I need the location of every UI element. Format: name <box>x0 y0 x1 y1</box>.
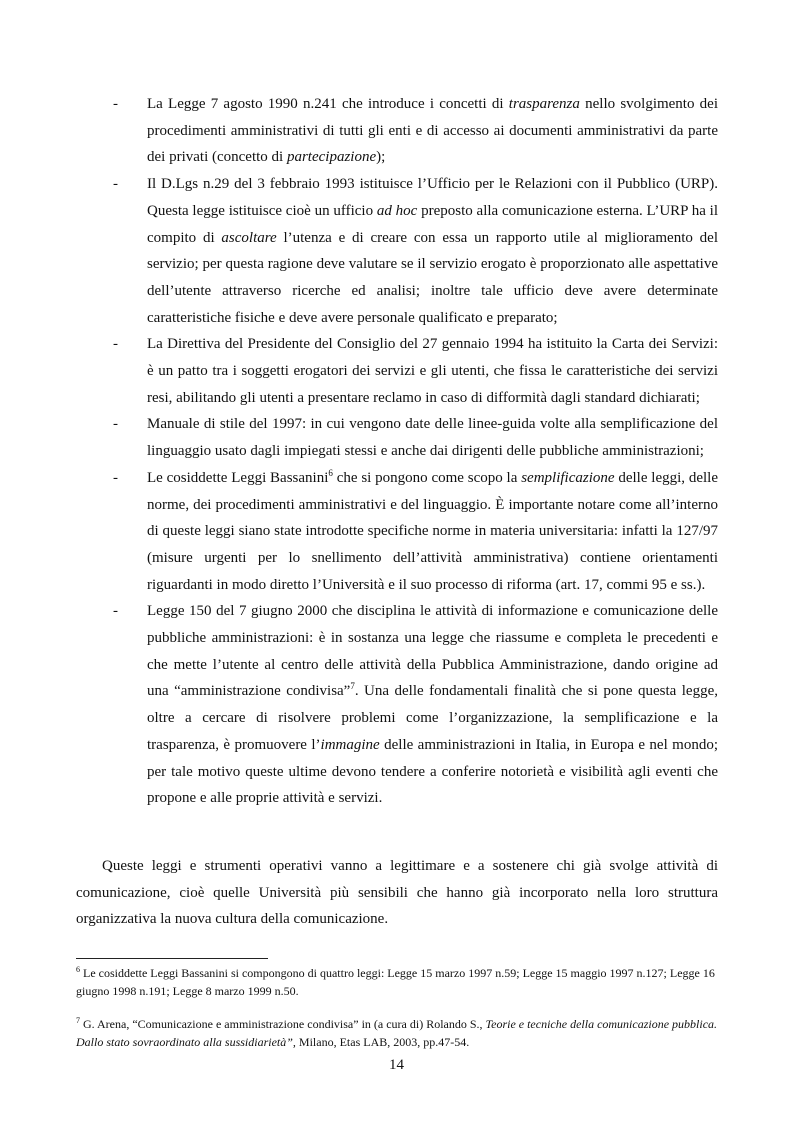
list-item-text <box>147 171 718 331</box>
italic-text: semplificazione <box>521 469 615 486</box>
text-run: l’utenza e di creare con essa un rapporto utile al miglioramento del servizio; per questa ragione deve valutare se il servizio erogato è proporzionato alle aspettative dell’utente attraverso ricerche ed analisi; inoltre tale ufficio deve avere determinate caratteristiche fisiche e deve avere personale qualificato e preparato; <box>147 229 718 326</box>
text-run: delle amministrazioni in Italia, in Europa e nel mondo; per tale motivo queste ultime devono tendere a conferire notorietà e visibilità agli eventi che propone e alle proprie attività e servizi. <box>147 736 718 807</box>
text-run: preposto alla comunicazione esterna. L’URP ha il compito di <box>147 202 718 246</box>
text-run: Le cosiddette Leggi Bassanini <box>147 469 329 486</box>
list-item-text <box>147 465 718 599</box>
list-item-text <box>147 411 718 464</box>
text-run: nello svolgimento dei procedimenti amministrativi di tutti gli enti e di accesso ai documenti amministrativi da parte dei privati (concetto di <box>147 96 719 166</box>
footnote-ref: 6 <box>328 467 333 478</box>
italic-text: ad hoc <box>376 202 418 219</box>
footnote-ref: 7 <box>76 1016 80 1025</box>
text-run: che si pongono come scopo la <box>332 469 522 486</box>
italic-text: trasparenza <box>508 96 580 112</box>
text-run: ); <box>376 149 386 166</box>
list-item <box>0 331 793 411</box>
footnote-6 <box>76 964 718 1000</box>
text-run: Le cosiddette Leggi Bassanini si compongono di quattro leggi: Legge 15 marzo 1997 n.59; Legge 15 maggio 1997 n.127; Legge 16 giugno 1998 n.191; Legge 8 marzo 1999 n.50. <box>76 966 715 998</box>
legislation-list <box>0 91 793 812</box>
text-run: Legge 150 del 7 giugno 2000 che disciplina le attività di informazione e comunicazione delle pubbliche amministrazioni: è in sostanza una legge che riassume e completa le precedenti e che mette l’utente al centro delle attività della Pubblica Amministrazione, dando origine ad una “amministrazione condivisa” <box>147 603 718 700</box>
list-item <box>0 465 793 599</box>
list-item <box>0 91 793 171</box>
list-item-text <box>147 331 718 411</box>
italic-text: ascoltare <box>221 229 277 246</box>
list-bullet: - <box>113 416 118 433</box>
list-item-text <box>147 598 718 812</box>
text-run: delle leggi, delle norme, dei procedimenti amministrativi e del linguaggio. È importante notare come all’interno di queste leggi siano state introdotte specifiche norme in materia universitaria: infatti la 127/97 (misure urgenti per lo snellimento dell’attività amministrativa) contiene orientamenti riguardanti in modo diretto l’Università e il suo processo di riforma (art. 17, commi 95 e ss.). <box>147 469 719 593</box>
text-run: La Legge 7 agosto 1990 n.241 che introduce i concetti di <box>147 96 509 112</box>
body-paragraph <box>76 853 718 933</box>
text-run: La Direttiva del Presidente del Consiglio del 27 gennaio 1994 ha istituito la Carta dei Servizi: è un patto tra i soggetti erogatori dei servizi e gli utenti, che fissa le caratteristiche dei servizi resi, abilitando gli utenti a presentare reclamo in caso di difformità dagli standard dichiarati; <box>147 336 718 406</box>
footnote-separator <box>76 958 268 959</box>
list-bullet: - <box>113 96 118 112</box>
footnote-7 <box>76 1015 718 1051</box>
footnote-ref: 7 <box>350 681 355 692</box>
italic-text: immagine <box>320 736 380 753</box>
text-run: Queste leggi e strumenti operativi vanno a legittimare e a sostenere chi già svolge attività di comunicazione, cioè quelle Università più sensibili che hanno già incorporato nella loro struttura organizzativa la nuova cultura della comunicazione. <box>76 858 718 928</box>
list-bullet: - <box>113 336 118 353</box>
text-run: . Una delle fondamentali finalità che si pone questa legge, oltre a cercare di risolvere problemi come l’organizzazione, la semplificazione e la trasparenza, è promuovere l’ <box>147 683 718 753</box>
footnote-ref: 6 <box>76 965 80 974</box>
list-item <box>0 171 793 331</box>
italic-text: partecipazione <box>286 149 377 166</box>
text-run: Manuale di stile del 1997: in cui vengono date delle linee-guida volte alla semplificazione del linguaggio usato dagli impiegati stessi e anche dai dirigenti delle pubbliche amministrazioni; <box>147 416 718 460</box>
list-item <box>0 411 793 464</box>
italic-text: Teorie e tecniche della comunicazione pubblica. Dallo stato sovraordinato alla sussidiarietà”, <box>76 1017 718 1049</box>
list-bullet: - <box>113 176 118 193</box>
list-item <box>0 598 793 812</box>
page-number: 14 <box>389 1057 404 1073</box>
list-bullet: - <box>113 469 118 486</box>
list-item-text <box>147 91 718 171</box>
text-run: Milano, Etas LAB, 2003, pp.47-54. <box>295 1035 470 1049</box>
text-run: Il D.Lgs n.29 del 3 febbraio 1993 istituisce l’Ufficio per le Relazioni con il Pubblico (URP). Questa legge istituisce cioè un ufficio <box>147 176 718 219</box>
list-bullet: - <box>113 603 118 620</box>
text-run: G. Arena, “Comunicazione e amministrazione condivisa” in (a cura di) Rolando S., <box>80 1017 486 1031</box>
